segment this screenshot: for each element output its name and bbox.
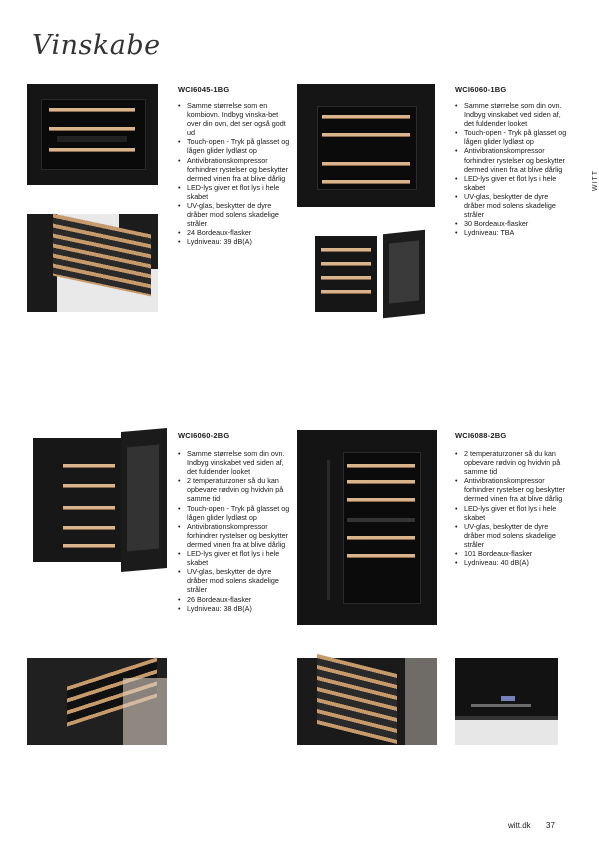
product-model: WCI6060-2BG xyxy=(178,431,230,440)
feature-item: • Lydniveau: 40 dB(A) xyxy=(464,558,570,567)
product-photo-control-panel xyxy=(455,658,558,745)
page-number: 37 xyxy=(546,821,555,830)
product-photo-front xyxy=(297,430,437,625)
product-photo-front xyxy=(297,84,435,207)
feature-list xyxy=(455,101,568,237)
feature-list xyxy=(178,101,291,247)
feature-item: • Lydniveau: TBA xyxy=(464,228,568,237)
feature-item: • LED-lys giver et flot lys i hele skabet xyxy=(187,549,293,567)
feature-list xyxy=(178,449,293,613)
feature-item: • Touch-open - Tryk på glasset og lågen glider lydløst op xyxy=(187,504,293,522)
product-model: WCI6045-1BG xyxy=(178,85,230,94)
product-photo-drawer xyxy=(297,658,437,745)
page-title: Vinskabe xyxy=(32,30,161,61)
feature-item: • Samme størrelse som en kombiovn. Indbyg vinska-bet over din ovn, det ser også godt ud xyxy=(187,101,291,137)
product-photo-open xyxy=(27,428,170,573)
feature-item: • 30 Bordeaux-flasker xyxy=(464,219,568,228)
product-model: WCI6088-2BG xyxy=(455,431,507,440)
side-brand-label: WITT xyxy=(592,170,599,192)
footer-site: witt.dk xyxy=(508,821,531,830)
feature-item: • Lydniveau: 38 dB(A) xyxy=(187,604,293,613)
feature-item: • Touch-open - Tryk på glasset og lågen glider lydløst op xyxy=(464,128,568,146)
feature-item: • Samme størrelse som din ovn. Indbyg vinskabet ved siden af, det fuldender looket xyxy=(464,101,568,128)
feature-list xyxy=(455,449,570,567)
feature-item: • 24 Bordeaux-flasker xyxy=(187,228,291,237)
feature-item: • 2 temperaturzoner så du kan opbevare rødvin og hvidvin på samme tid xyxy=(464,449,570,476)
feature-item: • Antivibrationskompressor forhindrer rystelser og beskytter dermed vinen fra at blive dårlig xyxy=(464,476,570,503)
product-photo-open xyxy=(297,230,435,318)
product-photo-front xyxy=(27,84,158,185)
feature-item: • UV-glas, beskytter de dyre dråber mod solens skadelige stråler xyxy=(464,522,570,549)
feature-item: • LED-lys giver et flot lys i hele skabet xyxy=(187,183,291,201)
feature-item: • UV-glas, beskytter de dyre dråber mod solens skadelige stråler xyxy=(464,192,568,219)
product-model: WCI6060-1BG xyxy=(455,85,507,94)
feature-item: • 2 temperaturzoner så du kan opbevare rødvin og hvidvin på samme tid xyxy=(187,476,293,503)
feature-item: • 26 Bordeaux-flasker xyxy=(187,595,293,604)
feature-item: • 101 Bordeaux-flasker xyxy=(464,549,570,558)
feature-item: • Touch-open - Tryk på glasset og lågen glider lydløst op xyxy=(187,137,291,155)
feature-item: • Antivibrationskompressor forhindrer rystelser og beskytter dermed vinen fra at blive dårlig xyxy=(464,146,568,173)
feature-item: • Antivibrationskompressor forhindrer rystelser og beskytter dermed vinen fra at blive dårlig xyxy=(187,522,293,549)
feature-item: • UV-glas, beskytter de dyre dråber mod solens skadelige stråler xyxy=(187,201,291,228)
product-photo-detail xyxy=(27,658,167,745)
product-photo-drawer xyxy=(27,214,158,312)
feature-item: • UV-glas, beskytter de dyre dråber mod solens skadelige stråler xyxy=(187,567,293,594)
feature-item: • Lydniveau: 39 dB(A) xyxy=(187,237,291,246)
feature-item: • Antivibrationskompressor forhindrer rystelser og beskytter dermed vinen fra at blive dårlig xyxy=(187,156,291,183)
feature-item: • LED-lys giver et flot lys i hele skabet xyxy=(464,174,568,192)
feature-item: • Samme størrelse som din ovn. Indbyg vinskabet ved siden af, det fuldender looket xyxy=(187,449,293,476)
feature-item: • LED-lys giver et flot lys i hele skabet xyxy=(464,504,570,522)
